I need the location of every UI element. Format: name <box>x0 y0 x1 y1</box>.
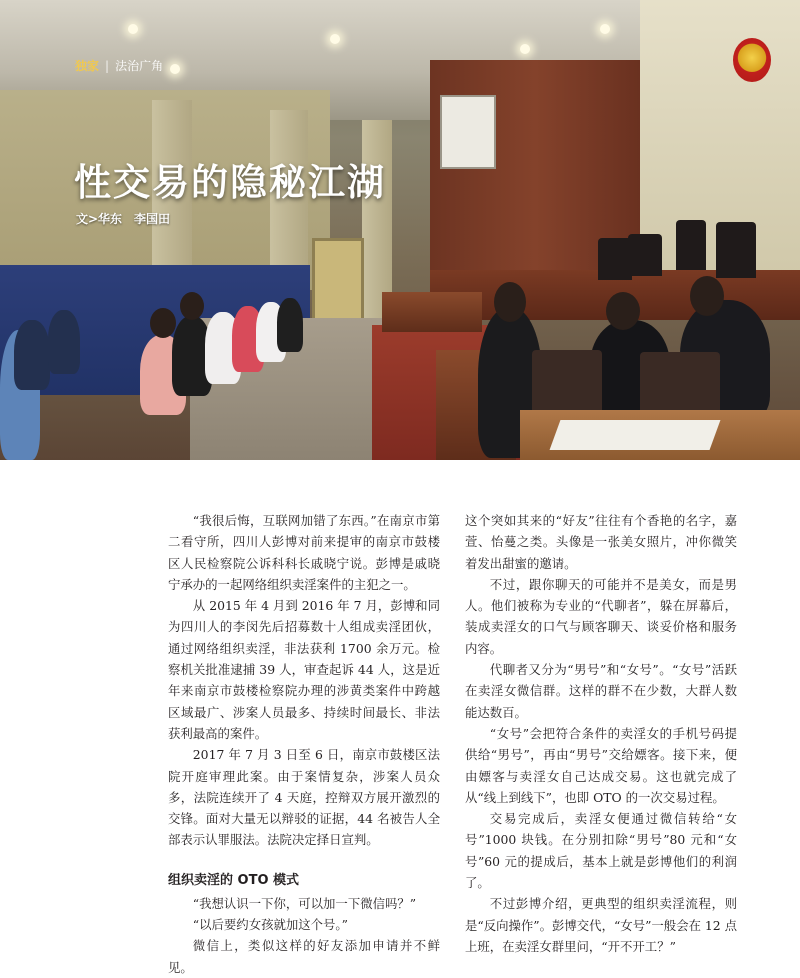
paragraph: 从 2015 年 4 月到 2016 年 7 月，彭博和同为四川人的李闵先后招募数十人组成卖淫团伙，通过网络组织卖淫，非法获利 1700 余万元。检察机关批准逮捕 39 人，审查起诉 44 人，这是近年来南京市鼓楼检察院办理的涉黄类案件中跨越区域最广、涉案人员最多、持续时间最长、非法获利最高的案件。 <box>168 598 440 741</box>
paragraph: 不过，跟你聊天的可能并不是美女，而是男人。他们被称为专业的“代聊者”，躲在屏幕后，装成卖淫女的口气与顾客聊天、谈妥价格和服务内容。 <box>465 576 737 656</box>
paragraph: 这个突如其来的“好友”往往有个香艳的名字，嘉萱、怡蔓之类。头像是一张美女照片，冲你微笑着发出甜蜜的邀请。 <box>465 513 737 571</box>
projection-screen <box>440 95 496 169</box>
lawyer-head <box>494 282 526 322</box>
lawyer-head <box>606 292 640 330</box>
judge-chair <box>716 222 756 278</box>
section-tag <box>75 57 163 74</box>
national-emblem-icon <box>733 38 771 82</box>
judge-chair <box>676 220 706 270</box>
paragraph: 不过彭博介绍，更典型的组织卖淫流程，则是“反向操作”。彭博交代，“女号”一般会在 12 点上班，在卖淫女群里问，“开不开工？” <box>465 896 738 954</box>
doorway <box>312 238 364 326</box>
paragraph: 代聊者又分为“男号”和“女号”。“女号”活跃在卖淫女微信群。这样的群不在少数，大群人数能达数百。 <box>465 662 737 720</box>
judge-chair <box>598 238 632 280</box>
judge-chair <box>628 234 662 276</box>
section-tag-separator: | <box>105 58 110 73</box>
courtroom-photo <box>0 0 800 460</box>
paragraph: “我很后悔，互联网加错了东西。”在南京市第二看守所，四川人彭博对前来提审的南京市鼓楼区人民检察院公诉科科长戚晓宁说。彭博是戚晓宁承办的一起网络组织卖淫案件的主犯之一。 <box>168 513 440 592</box>
article-byline: 文>华东 李国田 <box>76 212 171 226</box>
prosecutor-desk <box>382 292 482 332</box>
ceiling-light <box>330 34 340 44</box>
pillar <box>362 120 392 320</box>
section-tag-key: 独家 <box>75 59 100 73</box>
paragraph: 微信上，类似这样的好友添加申请并不鲜见。 <box>168 938 440 975</box>
article-left-column <box>168 510 440 978</box>
paragraph: “以后要约女孩就加这个号。” <box>192 917 348 933</box>
paragraph: 交易完成后，卖淫女便通过微信转给“女号”1000 块钱。在分别扣除“男号”80 元和“女号”60 元的提成后，基本上就是彭博他们的利润了。 <box>465 811 737 891</box>
ceiling-light <box>128 24 138 34</box>
paragraph: “我想认识一下你，可以加一下微信吗？” <box>192 895 417 911</box>
lawyer-head <box>690 276 724 316</box>
ceiling-light <box>600 24 610 34</box>
officer-figure <box>14 320 50 390</box>
article-title: 性交易的隐秘江湖 <box>74 161 386 204</box>
section-tag-name: 法治广角 <box>115 59 164 73</box>
defendant-figure <box>277 298 303 352</box>
ceiling-light <box>170 64 180 74</box>
defendant-head <box>150 308 176 338</box>
ceiling-light <box>520 44 530 54</box>
article-subheading: 组织卖淫的 OTO 模式 <box>168 872 300 888</box>
officer-figure <box>48 310 80 374</box>
paragraph: 2017 年 7 月 3 日至 6 日，南京市鼓楼区法院开庭审理此案。由于案情复杂，涉案人员众多，法院连续开了 4 天庭，控辩双方展开激烈的交锋。面对大量无以辩驳的证据，44 名被告人全部表示认罪服法。法院决定择日宣判。 <box>168 747 440 848</box>
defendant-head <box>180 292 204 320</box>
article-right-column <box>465 510 737 957</box>
paragraph: “女号”会把符合条件的卖淫女的手机号码提供给“男号”，再由“男号”交给嫖客。接下来，便由嫖客与卖淫女自己达成交易。这也就完成了从“线上到线下”，也即 OTO 的一次交易过程。 <box>465 725 737 805</box>
papers <box>550 420 721 450</box>
